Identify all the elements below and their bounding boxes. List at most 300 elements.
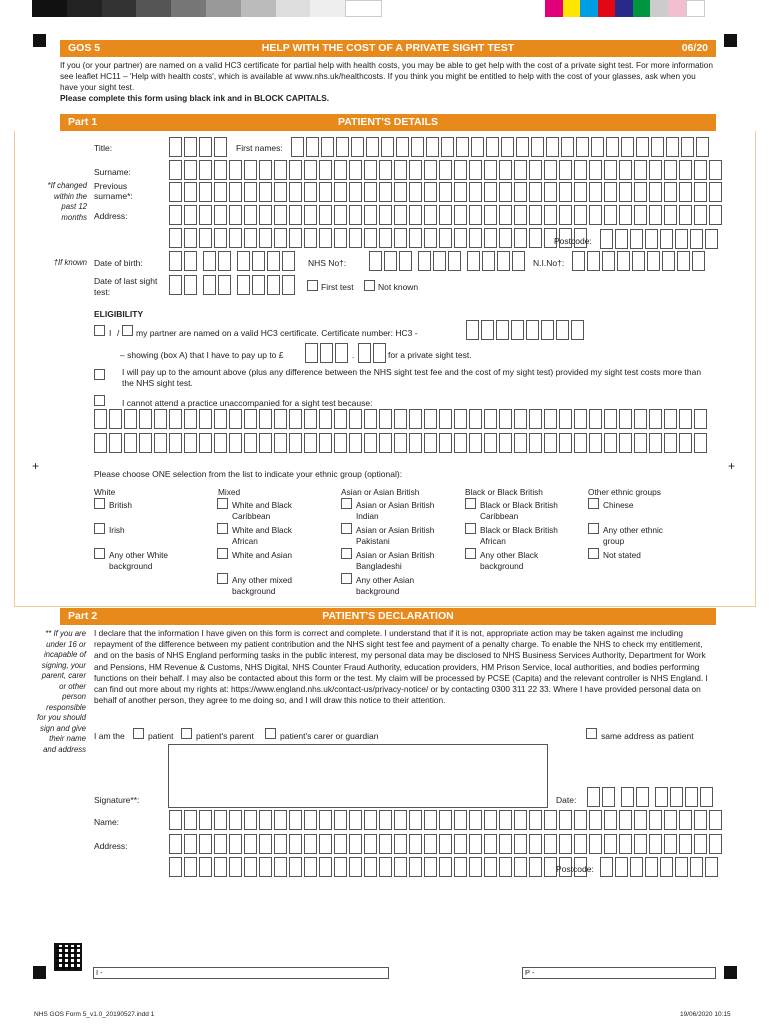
char-box[interactable] bbox=[364, 182, 377, 202]
char-box[interactable] bbox=[409, 857, 422, 877]
char-box[interactable] bbox=[214, 857, 227, 877]
char-box[interactable] bbox=[602, 251, 615, 271]
char-box[interactable] bbox=[454, 205, 467, 225]
char-box[interactable] bbox=[282, 251, 295, 271]
char-box[interactable] bbox=[574, 182, 587, 202]
char-box[interactable] bbox=[559, 810, 572, 830]
char-box[interactable] bbox=[662, 251, 675, 271]
char-box[interactable] bbox=[321, 137, 334, 157]
char-box[interactable] bbox=[244, 810, 257, 830]
char-box[interactable] bbox=[364, 409, 377, 429]
char-box[interactable] bbox=[214, 834, 227, 854]
char-box[interactable] bbox=[424, 160, 437, 180]
char-box[interactable] bbox=[349, 160, 362, 180]
char-box[interactable] bbox=[497, 251, 510, 271]
char-box[interactable] bbox=[649, 810, 662, 830]
char-box[interactable] bbox=[615, 857, 628, 877]
char-box[interactable] bbox=[602, 787, 615, 807]
char-box[interactable] bbox=[259, 433, 272, 453]
char-box[interactable] bbox=[274, 834, 287, 854]
char-box[interactable] bbox=[124, 409, 137, 429]
char-box[interactable] bbox=[319, 228, 332, 248]
char-box[interactable] bbox=[589, 433, 602, 453]
char-box[interactable] bbox=[214, 160, 227, 180]
char-box[interactable] bbox=[184, 834, 197, 854]
char-box[interactable] bbox=[454, 433, 467, 453]
char-box[interactable] bbox=[334, 834, 347, 854]
char-box[interactable] bbox=[514, 182, 527, 202]
char-box[interactable] bbox=[516, 137, 529, 157]
char-box[interactable] bbox=[666, 137, 679, 157]
ethnic-white-british-checkbox[interactable] bbox=[94, 498, 105, 509]
ethnic-chinese-checkbox[interactable] bbox=[588, 498, 599, 509]
char-box[interactable] bbox=[454, 857, 467, 877]
char-box[interactable] bbox=[424, 857, 437, 877]
char-box[interactable] bbox=[439, 433, 452, 453]
char-box[interactable] bbox=[291, 137, 304, 157]
char-box[interactable] bbox=[679, 834, 692, 854]
char-box[interactable] bbox=[289, 834, 302, 854]
reason-boxes-2[interactable] bbox=[94, 433, 707, 453]
char-box[interactable] bbox=[619, 205, 632, 225]
char-box[interactable] bbox=[499, 160, 512, 180]
char-box[interactable] bbox=[184, 251, 197, 271]
char-box[interactable] bbox=[604, 810, 617, 830]
char-box[interactable] bbox=[544, 433, 557, 453]
char-box[interactable] bbox=[469, 834, 482, 854]
ethnic-white-irish-checkbox[interactable] bbox=[94, 523, 105, 534]
char-box[interactable] bbox=[484, 409, 497, 429]
char-box[interactable] bbox=[499, 182, 512, 202]
char-box[interactable] bbox=[218, 275, 231, 295]
char-box[interactable] bbox=[252, 275, 265, 295]
char-box[interactable] bbox=[589, 182, 602, 202]
char-box[interactable] bbox=[214, 182, 227, 202]
char-box[interactable] bbox=[514, 160, 527, 180]
char-box[interactable] bbox=[320, 343, 333, 363]
char-box[interactable] bbox=[394, 160, 407, 180]
char-box[interactable] bbox=[349, 857, 362, 877]
char-box[interactable] bbox=[394, 182, 407, 202]
char-box[interactable] bbox=[274, 409, 287, 429]
char-box[interactable] bbox=[399, 251, 412, 271]
char-box[interactable] bbox=[379, 433, 392, 453]
char-box[interactable] bbox=[364, 857, 377, 877]
char-box[interactable] bbox=[349, 228, 362, 248]
char-box[interactable] bbox=[358, 343, 371, 363]
char-box[interactable] bbox=[604, 433, 617, 453]
char-box[interactable] bbox=[591, 137, 604, 157]
char-box[interactable] bbox=[705, 229, 718, 249]
char-box[interactable] bbox=[709, 160, 722, 180]
char-box[interactable] bbox=[433, 251, 446, 271]
char-box[interactable] bbox=[214, 409, 227, 429]
char-box[interactable] bbox=[229, 409, 242, 429]
char-box[interactable] bbox=[531, 137, 544, 157]
char-box[interactable] bbox=[349, 205, 362, 225]
char-box[interactable] bbox=[679, 810, 692, 830]
char-box[interactable] bbox=[319, 857, 332, 877]
char-box[interactable] bbox=[529, 160, 542, 180]
ethnic-asian-indian-checkbox[interactable] bbox=[341, 498, 352, 509]
char-box[interactable] bbox=[274, 433, 287, 453]
ethnic-asian-pakistani-checkbox[interactable] bbox=[341, 523, 352, 534]
char-box[interactable] bbox=[424, 409, 437, 429]
char-box[interactable] bbox=[700, 787, 713, 807]
same-address-checkbox[interactable] bbox=[586, 728, 597, 739]
char-box[interactable] bbox=[634, 409, 647, 429]
char-box[interactable] bbox=[561, 137, 574, 157]
char-box[interactable] bbox=[349, 433, 362, 453]
char-box[interactable] bbox=[439, 857, 452, 877]
char-box[interactable] bbox=[237, 275, 250, 295]
char-box[interactable] bbox=[379, 834, 392, 854]
char-box[interactable] bbox=[514, 205, 527, 225]
char-box[interactable] bbox=[305, 343, 318, 363]
char-box[interactable] bbox=[709, 810, 722, 830]
ethnic-mixed-caribbean-checkbox[interactable] bbox=[217, 498, 228, 509]
ethnic-asian-other-checkbox[interactable] bbox=[341, 573, 352, 584]
char-box[interactable] bbox=[334, 857, 347, 877]
char-box[interactable] bbox=[289, 433, 302, 453]
char-box[interactable] bbox=[169, 275, 182, 295]
char-box[interactable] bbox=[334, 205, 347, 225]
char-box[interactable] bbox=[454, 182, 467, 202]
char-box[interactable] bbox=[184, 228, 197, 248]
char-box[interactable] bbox=[574, 160, 587, 180]
char-box[interactable] bbox=[109, 433, 122, 453]
char-box[interactable] bbox=[252, 251, 265, 271]
char-box[interactable] bbox=[259, 857, 272, 877]
char-box[interactable] bbox=[559, 409, 572, 429]
char-box[interactable] bbox=[696, 137, 709, 157]
char-box[interactable] bbox=[304, 205, 317, 225]
char-box[interactable] bbox=[379, 810, 392, 830]
pay-checkbox[interactable] bbox=[94, 369, 105, 380]
char-box[interactable] bbox=[259, 182, 272, 202]
char-box[interactable] bbox=[634, 160, 647, 180]
ethnic-any-other-checkbox[interactable] bbox=[588, 523, 599, 534]
char-box[interactable] bbox=[681, 137, 694, 157]
char-box[interactable] bbox=[319, 205, 332, 225]
last-test-boxes[interactable] bbox=[169, 275, 295, 295]
name-boxes[interactable] bbox=[169, 810, 722, 830]
char-box[interactable] bbox=[169, 834, 182, 854]
char-box[interactable] bbox=[379, 409, 392, 429]
char-box[interactable] bbox=[469, 857, 482, 877]
address-boxes-1[interactable] bbox=[169, 205, 722, 225]
previous-surname-boxes[interactable] bbox=[169, 182, 722, 202]
char-box[interactable] bbox=[529, 228, 542, 248]
char-box[interactable] bbox=[319, 409, 332, 429]
char-box[interactable] bbox=[199, 409, 212, 429]
char-box[interactable] bbox=[229, 857, 242, 877]
char-box[interactable] bbox=[379, 857, 392, 877]
char-box[interactable] bbox=[169, 433, 182, 453]
reason-boxes-1[interactable] bbox=[94, 409, 707, 429]
char-box[interactable] bbox=[304, 409, 317, 429]
char-box[interactable] bbox=[203, 251, 216, 271]
char-box[interactable] bbox=[282, 275, 295, 295]
char-box[interactable] bbox=[690, 857, 703, 877]
char-box[interactable] bbox=[394, 810, 407, 830]
char-box[interactable] bbox=[649, 834, 662, 854]
char-box[interactable] bbox=[694, 160, 707, 180]
char-box[interactable] bbox=[454, 834, 467, 854]
char-box[interactable] bbox=[169, 160, 182, 180]
char-box[interactable] bbox=[274, 857, 287, 877]
char-box[interactable] bbox=[705, 857, 718, 877]
char-box[interactable] bbox=[484, 160, 497, 180]
char-box[interactable] bbox=[469, 433, 482, 453]
char-box[interactable] bbox=[600, 857, 613, 877]
char-box[interactable] bbox=[604, 160, 617, 180]
ethnic-asian-bangladeshi-checkbox[interactable] bbox=[341, 548, 352, 559]
char-box[interactable] bbox=[394, 205, 407, 225]
char-box[interactable] bbox=[529, 810, 542, 830]
char-box[interactable] bbox=[467, 251, 480, 271]
char-box[interactable] bbox=[469, 810, 482, 830]
partner-checkbox[interactable] bbox=[122, 325, 133, 336]
char-box[interactable] bbox=[469, 409, 482, 429]
char-box[interactable] bbox=[411, 137, 424, 157]
char-box[interactable] bbox=[679, 409, 692, 429]
not-known-checkbox[interactable] bbox=[364, 280, 375, 291]
i-am-patient-checkbox[interactable] bbox=[133, 728, 144, 739]
char-box[interactable] bbox=[694, 205, 707, 225]
i-am-carer-checkbox[interactable] bbox=[265, 728, 276, 739]
char-box[interactable] bbox=[349, 182, 362, 202]
char-box[interactable] bbox=[574, 834, 587, 854]
ethnic-black-other-checkbox[interactable] bbox=[465, 548, 476, 559]
char-box[interactable] bbox=[409, 433, 422, 453]
char-box[interactable] bbox=[529, 182, 542, 202]
ethnic-not-stated-checkbox[interactable] bbox=[588, 548, 599, 559]
char-box[interactable] bbox=[334, 182, 347, 202]
char-box[interactable] bbox=[184, 182, 197, 202]
char-box[interactable] bbox=[319, 433, 332, 453]
char-box[interactable] bbox=[304, 857, 317, 877]
char-box[interactable] bbox=[214, 228, 227, 248]
char-box[interactable] bbox=[214, 810, 227, 830]
char-box[interactable] bbox=[109, 409, 122, 429]
char-box[interactable] bbox=[409, 160, 422, 180]
char-box[interactable] bbox=[469, 160, 482, 180]
char-box[interactable] bbox=[439, 205, 452, 225]
char-box[interactable] bbox=[426, 137, 439, 157]
char-box[interactable] bbox=[694, 182, 707, 202]
char-box[interactable] bbox=[214, 205, 227, 225]
char-box[interactable] bbox=[94, 433, 107, 453]
char-box[interactable] bbox=[649, 205, 662, 225]
char-box[interactable] bbox=[334, 409, 347, 429]
char-box[interactable] bbox=[259, 160, 272, 180]
char-box[interactable] bbox=[184, 433, 197, 453]
postcode-boxes[interactable] bbox=[600, 229, 718, 249]
char-box[interactable] bbox=[267, 275, 280, 295]
char-box[interactable] bbox=[499, 228, 512, 248]
char-box[interactable] bbox=[169, 205, 182, 225]
char-box[interactable] bbox=[645, 857, 658, 877]
i-checkbox[interactable] bbox=[94, 325, 105, 336]
ethnic-black-caribbean-checkbox[interactable] bbox=[465, 498, 476, 509]
char-box[interactable] bbox=[544, 182, 557, 202]
char-box[interactable] bbox=[660, 857, 673, 877]
char-box[interactable] bbox=[439, 409, 452, 429]
char-box[interactable] bbox=[621, 787, 634, 807]
char-box[interactable] bbox=[394, 409, 407, 429]
char-box[interactable] bbox=[319, 834, 332, 854]
char-box[interactable] bbox=[418, 251, 431, 271]
char-box[interactable] bbox=[499, 857, 512, 877]
char-box[interactable] bbox=[619, 810, 632, 830]
i-am-parent-checkbox[interactable] bbox=[181, 728, 192, 739]
char-box[interactable] bbox=[471, 137, 484, 157]
char-box[interactable] bbox=[692, 251, 705, 271]
char-box[interactable] bbox=[229, 205, 242, 225]
char-box[interactable] bbox=[709, 205, 722, 225]
char-box[interactable] bbox=[439, 228, 452, 248]
char-box[interactable] bbox=[396, 137, 409, 157]
char-box[interactable] bbox=[274, 205, 287, 225]
char-box[interactable] bbox=[364, 810, 377, 830]
char-box[interactable] bbox=[559, 182, 572, 202]
char-box[interactable] bbox=[664, 160, 677, 180]
char-box[interactable] bbox=[499, 834, 512, 854]
char-box[interactable] bbox=[424, 810, 437, 830]
address2-boxes-1[interactable] bbox=[169, 834, 722, 854]
char-box[interactable] bbox=[526, 320, 539, 340]
char-box[interactable] bbox=[319, 160, 332, 180]
char-box[interactable] bbox=[649, 160, 662, 180]
char-box[interactable] bbox=[319, 810, 332, 830]
char-box[interactable] bbox=[709, 834, 722, 854]
char-box[interactable] bbox=[499, 433, 512, 453]
char-box[interactable] bbox=[484, 810, 497, 830]
char-box[interactable] bbox=[589, 810, 602, 830]
char-box[interactable] bbox=[218, 251, 231, 271]
char-box[interactable] bbox=[469, 228, 482, 248]
char-box[interactable] bbox=[544, 160, 557, 180]
char-box[interactable] bbox=[690, 229, 703, 249]
char-box[interactable] bbox=[617, 251, 630, 271]
char-box[interactable] bbox=[289, 810, 302, 830]
char-box[interactable] bbox=[169, 228, 182, 248]
char-box[interactable] bbox=[336, 137, 349, 157]
char-box[interactable] bbox=[169, 182, 182, 202]
char-box[interactable] bbox=[274, 228, 287, 248]
char-box[interactable] bbox=[289, 857, 302, 877]
char-box[interactable] bbox=[244, 834, 257, 854]
ethnic-mixed-other-checkbox[interactable] bbox=[217, 573, 228, 584]
char-box[interactable] bbox=[619, 433, 632, 453]
char-box[interactable] bbox=[229, 160, 242, 180]
char-box[interactable] bbox=[203, 275, 216, 295]
char-box[interactable] bbox=[448, 251, 461, 271]
char-box[interactable] bbox=[304, 182, 317, 202]
char-box[interactable] bbox=[664, 810, 677, 830]
pence-boxes[interactable] bbox=[358, 343, 386, 363]
char-box[interactable] bbox=[441, 137, 454, 157]
char-box[interactable] bbox=[632, 251, 645, 271]
char-box[interactable] bbox=[499, 409, 512, 429]
char-box[interactable] bbox=[394, 834, 407, 854]
char-box[interactable] bbox=[409, 409, 422, 429]
char-box[interactable] bbox=[394, 433, 407, 453]
char-box[interactable] bbox=[439, 810, 452, 830]
char-box[interactable] bbox=[679, 182, 692, 202]
char-box[interactable] bbox=[373, 343, 386, 363]
char-box[interactable] bbox=[409, 834, 422, 854]
char-box[interactable] bbox=[501, 137, 514, 157]
char-box[interactable] bbox=[349, 409, 362, 429]
char-box[interactable] bbox=[409, 182, 422, 202]
char-box[interactable] bbox=[469, 205, 482, 225]
char-box[interactable] bbox=[364, 205, 377, 225]
char-box[interactable] bbox=[675, 857, 688, 877]
char-box[interactable] bbox=[679, 205, 692, 225]
char-box[interactable] bbox=[424, 228, 437, 248]
char-box[interactable] bbox=[574, 810, 587, 830]
char-box[interactable] bbox=[304, 228, 317, 248]
char-box[interactable] bbox=[304, 433, 317, 453]
char-box[interactable] bbox=[351, 137, 364, 157]
char-box[interactable] bbox=[647, 251, 660, 271]
char-box[interactable] bbox=[634, 205, 647, 225]
char-box[interactable] bbox=[364, 160, 377, 180]
char-box[interactable] bbox=[514, 834, 527, 854]
signature-date-boxes[interactable] bbox=[587, 787, 713, 807]
char-box[interactable] bbox=[229, 834, 242, 854]
address-boxes-2[interactable] bbox=[169, 228, 587, 248]
footer-field-i[interactable] bbox=[93, 967, 389, 979]
char-box[interactable] bbox=[630, 229, 643, 249]
char-box[interactable] bbox=[306, 137, 319, 157]
char-box[interactable] bbox=[369, 251, 382, 271]
char-box[interactable] bbox=[169, 810, 182, 830]
char-box[interactable] bbox=[199, 433, 212, 453]
char-box[interactable] bbox=[619, 182, 632, 202]
ethnic-mixed-african-checkbox[interactable] bbox=[217, 523, 228, 534]
char-box[interactable] bbox=[694, 409, 707, 429]
char-box[interactable] bbox=[606, 137, 619, 157]
pounds-boxes[interactable] bbox=[305, 343, 348, 363]
char-box[interactable] bbox=[379, 205, 392, 225]
footer-field-p[interactable] bbox=[522, 967, 716, 979]
char-box[interactable] bbox=[319, 182, 332, 202]
char-box[interactable] bbox=[379, 160, 392, 180]
ethnic-mixed-asian-checkbox[interactable] bbox=[217, 548, 228, 559]
char-box[interactable] bbox=[636, 787, 649, 807]
char-box[interactable] bbox=[529, 433, 542, 453]
char-box[interactable] bbox=[544, 409, 557, 429]
char-box[interactable] bbox=[664, 409, 677, 429]
char-box[interactable] bbox=[484, 228, 497, 248]
char-box[interactable] bbox=[621, 137, 634, 157]
char-box[interactable] bbox=[259, 810, 272, 830]
char-box[interactable] bbox=[559, 205, 572, 225]
char-box[interactable] bbox=[544, 205, 557, 225]
char-box[interactable] bbox=[694, 810, 707, 830]
char-box[interactable] bbox=[630, 857, 643, 877]
char-box[interactable] bbox=[334, 433, 347, 453]
char-box[interactable] bbox=[229, 810, 242, 830]
char-box[interactable] bbox=[409, 810, 422, 830]
char-box[interactable] bbox=[664, 433, 677, 453]
char-box[interactable] bbox=[649, 182, 662, 202]
nhs-no-boxes[interactable] bbox=[369, 251, 525, 271]
char-box[interactable] bbox=[244, 228, 257, 248]
